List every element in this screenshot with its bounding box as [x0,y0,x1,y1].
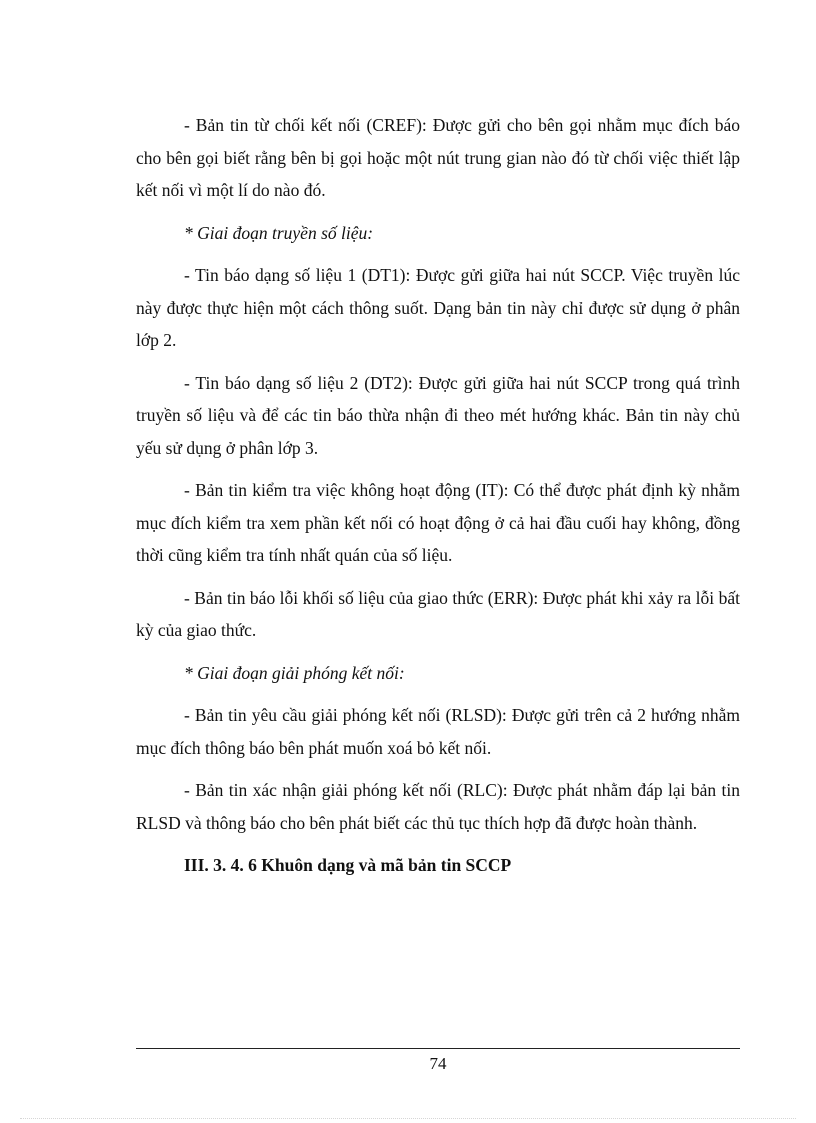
section-heading: III. 3. 4. 6 Khuôn dạng và mã bản tin SCCP [184,855,512,875]
paragraph-dt2: - Tin báo dạng số liệu 2 (DT2): Được gửi giữa hai nút SCCP trong quá trình truyền số liệu và để các tin báo thừa nhận đi theo mét hướng khác. Bản tin này chủ yếu sử dụng ở phân lớp 3. [136,372,740,458]
phase-heading-data-transfer: * Giai đoạn truyền số liệu: [184,222,374,243]
paragraph-rlsd: - Bản tin yêu cầu giải phóng kết nối (RLSD): Được gửi trên cả 2 hướng nhằm mục đích thông báo bên phát muốn xoá bỏ kết nối. [136,705,740,758]
paragraph-dt1: - Tin báo dạng số liệu 1 (DT1): Được gửi giữa hai nút SCCP. Việc truyền lúc này được thực hiện một cách thông suốt. Dạng bản tin này chỉ được sử dụng ở phân lớp 2. [136,265,740,350]
page-number: 74 [429,1054,447,1073]
page-edge-dots [20,1118,796,1119]
footer-divider [136,1048,740,1049]
paragraph-cref: - Bản tin từ chối kết nối (CREF): Được gửi cho bên gọi nhằm mục đích báo cho bên gọi biết rằng bên bị gọi hoặc một nút trung gian nào đó từ chối việc thiết lập kết nối vì một lí do nào đó. [136,115,740,200]
paragraph-err: - Bản tin báo lỗi khối số liệu của giao thức (ERR): Được phát khi xảy ra lỗi bất kỳ của giao thức. [136,587,740,640]
phase-heading-release: * Giai đoạn giải phóng kết nối: [184,662,405,683]
paragraph-it: - Bản tin kiểm tra việc không hoạt động (IT): Có thể được phát định kỳ nhằm mục đích kiểm tra xem phần kết nối có hoạt động ở cả hai đầu cuối hay không, đồng thời cũng kiểm tra tính nhất quán của số liệu. [136,480,740,565]
page-body [136,109,740,882]
paragraph-rlc: - Bản tin xác nhận giải phóng kết nối (RLC): Được phát nhằm đáp lại bản tin RLSD và thông báo cho bên phát biết các thủ tục thích hợp đã được hoàn thành. [136,780,740,833]
